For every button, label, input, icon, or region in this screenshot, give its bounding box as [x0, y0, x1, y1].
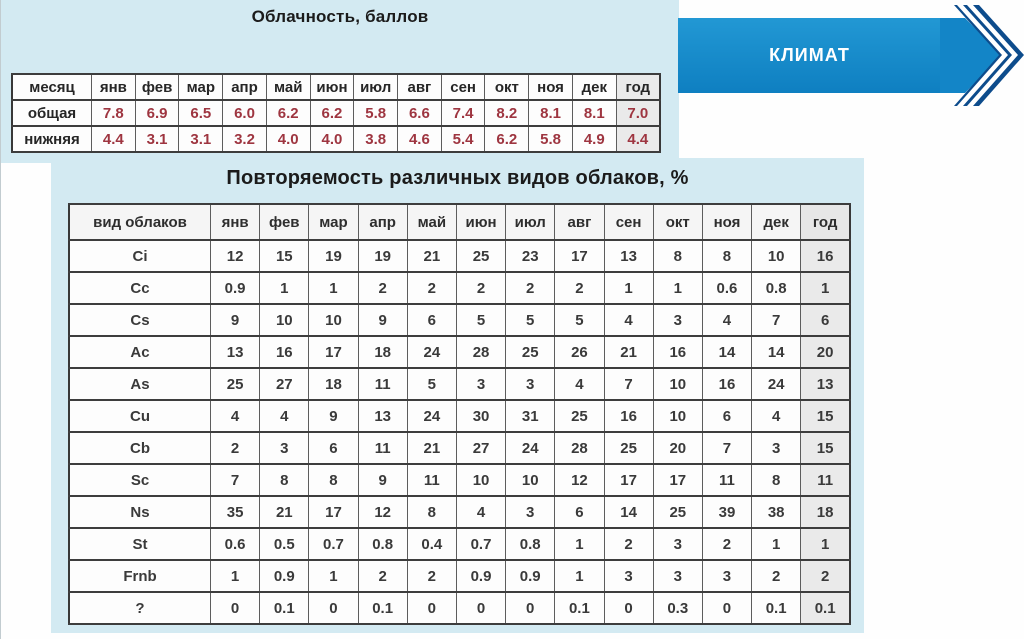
value-cell: 5	[456, 304, 505, 336]
value-cell: 5	[555, 304, 604, 336]
row-label-cell: общая	[12, 100, 92, 126]
month-header-cell: мар	[309, 204, 358, 240]
value-cell: 13	[801, 368, 850, 400]
value-cell: 21	[407, 240, 456, 272]
value-cell: 5	[407, 368, 456, 400]
value-cell: 0.7	[309, 528, 358, 560]
value-cell: 4	[456, 496, 505, 528]
month-header-cell: дек	[752, 204, 801, 240]
value-cell: 6.2	[485, 126, 529, 152]
month-header-cell: авг	[398, 74, 442, 100]
value-cell: 7	[211, 464, 260, 496]
month-header-cell: мар	[179, 74, 223, 100]
value-cell: 25	[506, 336, 555, 368]
value-cell: 0.7	[456, 528, 505, 560]
value-cell: 12	[211, 240, 260, 272]
value-cell: 6.9	[135, 100, 179, 126]
table-row	[69, 464, 850, 496]
row-label-cell: Cc	[69, 272, 211, 304]
table-row	[69, 560, 850, 592]
value-cell: 4.4	[616, 126, 660, 152]
value-cell: 0	[604, 592, 653, 624]
value-cell: 16	[604, 400, 653, 432]
value-cell: 21	[604, 336, 653, 368]
value-cell: 11	[407, 464, 456, 496]
value-cell: 17	[309, 336, 358, 368]
month-header-cell: фев	[135, 74, 179, 100]
row-label-cell: As	[69, 368, 211, 400]
value-cell: 16	[653, 336, 702, 368]
value-cell: 0	[456, 592, 505, 624]
value-cell: 15	[801, 400, 850, 432]
row-label-cell: Ci	[69, 240, 211, 272]
value-cell: 25	[604, 432, 653, 464]
value-cell: 0.9	[260, 560, 309, 592]
value-cell: 5.4	[441, 126, 485, 152]
value-cell: 0	[702, 592, 751, 624]
table-row	[69, 272, 850, 304]
value-cell: 6	[801, 304, 850, 336]
month-header-cell: окт	[485, 74, 529, 100]
value-cell: 8	[702, 240, 751, 272]
value-cell: 23	[506, 240, 555, 272]
value-cell: 25	[211, 368, 260, 400]
value-cell: 0.1	[260, 592, 309, 624]
month-header-cell: окт	[653, 204, 702, 240]
month-header-cell: июн	[310, 74, 354, 100]
month-header-cell: дек	[572, 74, 616, 100]
value-cell: 1	[555, 560, 604, 592]
table-row	[69, 528, 850, 560]
cloud-types-panel	[51, 158, 864, 633]
value-cell: 0.9	[456, 560, 505, 592]
value-cell: 1	[653, 272, 702, 304]
value-cell: 2	[752, 560, 801, 592]
table-row	[69, 496, 850, 528]
value-cell: 0.1	[752, 592, 801, 624]
value-cell: 7	[604, 368, 653, 400]
value-cell: 9	[358, 464, 407, 496]
value-cell: 5.8	[354, 100, 398, 126]
value-cell: 21	[407, 432, 456, 464]
value-cell: 16	[260, 336, 309, 368]
value-cell: 1	[260, 272, 309, 304]
value-cell: 19	[358, 240, 407, 272]
month-header-cell: янв	[92, 74, 136, 100]
value-cell: 6.0	[223, 100, 267, 126]
header-row	[69, 204, 850, 240]
value-cell: 0.5	[260, 528, 309, 560]
cloud-types-title: Повторяемость различных видов облаков, %	[226, 167, 689, 189]
value-cell: 17	[555, 240, 604, 272]
table-row	[69, 336, 850, 368]
month-header-cell: сен	[604, 204, 653, 240]
value-cell: 1	[752, 528, 801, 560]
value-cell: 2	[506, 272, 555, 304]
value-cell: 7.8	[92, 100, 136, 126]
month-header-cell: янв	[211, 204, 260, 240]
value-cell: 28	[456, 336, 505, 368]
value-cell: 0	[407, 592, 456, 624]
value-cell: 6.5	[179, 100, 223, 126]
table-row	[12, 100, 660, 126]
value-cell: 26	[555, 336, 604, 368]
value-cell: 5.8	[529, 126, 573, 152]
value-cell: 4.0	[310, 126, 354, 152]
value-cell: 2	[555, 272, 604, 304]
value-cell: 4	[752, 400, 801, 432]
value-cell: 2	[211, 432, 260, 464]
value-cell: 2	[456, 272, 505, 304]
month-header-cell: фев	[260, 204, 309, 240]
value-cell: 12	[358, 496, 407, 528]
month-header-cell: ноя	[702, 204, 751, 240]
row-label-cell: St	[69, 528, 211, 560]
value-cell: 38	[752, 496, 801, 528]
cloudiness-title: Облачность, баллов	[251, 7, 429, 26]
value-cell: 16	[801, 240, 850, 272]
value-cell: 17	[604, 464, 653, 496]
value-cell: 28	[555, 432, 604, 464]
value-cell: 6	[407, 304, 456, 336]
value-cell: 18	[358, 336, 407, 368]
value-cell: 6.6	[398, 100, 442, 126]
value-cell: 3	[506, 496, 555, 528]
value-cell: 7	[702, 432, 751, 464]
climate-banner-button[interactable]	[678, 18, 941, 93]
value-cell: 1	[211, 560, 260, 592]
value-cell: 11	[358, 432, 407, 464]
value-cell: 13	[604, 240, 653, 272]
value-cell: 14	[752, 336, 801, 368]
value-cell: 8.1	[529, 100, 573, 126]
value-cell: 15	[260, 240, 309, 272]
table-row	[69, 592, 850, 624]
value-cell: 4.9	[572, 126, 616, 152]
value-cell: 5	[506, 304, 555, 336]
climate-banner-label: КЛИМАТ	[769, 45, 850, 65]
month-header-cell: июн	[456, 204, 505, 240]
value-cell: 20	[801, 336, 850, 368]
value-cell: 8	[407, 496, 456, 528]
value-cell: 0.1	[801, 592, 850, 624]
value-cell: 30	[456, 400, 505, 432]
row-label-cell: Cs	[69, 304, 211, 336]
value-cell: 3.1	[135, 126, 179, 152]
month-header-cell: июл	[354, 74, 398, 100]
month-header-cell: май	[407, 204, 456, 240]
value-cell: 1	[801, 528, 850, 560]
value-cell: 0	[506, 592, 555, 624]
value-cell: 10	[260, 304, 309, 336]
value-cell: 4	[604, 304, 653, 336]
value-cell: 2	[358, 272, 407, 304]
value-cell: 3	[752, 432, 801, 464]
value-cell: 0	[309, 592, 358, 624]
value-cell: 18	[801, 496, 850, 528]
value-cell: 16	[702, 368, 751, 400]
value-cell: 4	[555, 368, 604, 400]
value-cell: 3	[653, 528, 702, 560]
value-cell: 10	[506, 464, 555, 496]
month-header-cell: авг	[555, 204, 604, 240]
month-header-cell: ноя	[529, 74, 573, 100]
value-cell: 0.1	[555, 592, 604, 624]
value-cell: 1	[555, 528, 604, 560]
value-cell: 4.6	[398, 126, 442, 152]
value-cell: 12	[555, 464, 604, 496]
value-cell: 7.4	[441, 100, 485, 126]
value-cell: 6.2	[266, 100, 310, 126]
value-cell: 0.9	[211, 272, 260, 304]
value-cell: 20	[653, 432, 702, 464]
value-cell: 1	[309, 272, 358, 304]
value-cell: 0.4	[407, 528, 456, 560]
value-cell: 0.6	[702, 272, 751, 304]
value-cell: 0	[211, 592, 260, 624]
table-row	[69, 240, 850, 272]
value-cell: 39	[702, 496, 751, 528]
value-cell: 1	[604, 272, 653, 304]
value-cell: 2	[358, 560, 407, 592]
month-header-cell: июл	[506, 204, 555, 240]
value-cell: 14	[604, 496, 653, 528]
value-cell: 3	[506, 368, 555, 400]
value-cell: 24	[407, 336, 456, 368]
value-cell: 7	[752, 304, 801, 336]
value-cell: 4.0	[266, 126, 310, 152]
value-cell: 17	[309, 496, 358, 528]
value-cell: 4	[211, 400, 260, 432]
cloudiness-table	[11, 73, 661, 153]
value-cell: 17	[653, 464, 702, 496]
value-cell: 24	[506, 432, 555, 464]
value-cell: 10	[653, 400, 702, 432]
value-cell: 1	[801, 272, 850, 304]
value-cell: 18	[309, 368, 358, 400]
row-label-cell: Sc	[69, 464, 211, 496]
table-row	[69, 368, 850, 400]
value-cell: 8	[309, 464, 358, 496]
value-cell: 6	[555, 496, 604, 528]
value-cell: 1	[309, 560, 358, 592]
month-header-cell: год	[801, 204, 850, 240]
value-cell: 0.3	[653, 592, 702, 624]
value-cell: 4	[702, 304, 751, 336]
value-cell: 0.9	[506, 560, 555, 592]
value-cell: 2	[407, 272, 456, 304]
value-cell: 6.2	[310, 100, 354, 126]
value-cell: 2	[604, 528, 653, 560]
row-label-cell: нижняя	[12, 126, 92, 152]
row-label-cell: Ns	[69, 496, 211, 528]
value-cell: 9	[211, 304, 260, 336]
table-row	[69, 304, 850, 336]
value-cell: 0.8	[506, 528, 555, 560]
value-cell: 3	[653, 560, 702, 592]
value-cell: 6	[702, 400, 751, 432]
value-cell: 25	[555, 400, 604, 432]
month-header-cell: год	[616, 74, 660, 100]
value-cell: 35	[211, 496, 260, 528]
table-row	[69, 400, 850, 432]
value-cell: 10	[309, 304, 358, 336]
header-row	[12, 74, 660, 100]
value-cell: 11	[358, 368, 407, 400]
corner-header-cell: месяц	[12, 74, 92, 100]
value-cell: 2	[407, 560, 456, 592]
value-cell: 25	[653, 496, 702, 528]
value-cell: 24	[407, 400, 456, 432]
chevron-right-icon	[940, 5, 1024, 106]
corner-header-cell: вид облаков	[69, 204, 211, 240]
row-label-cell: ?	[69, 592, 211, 624]
value-cell: 2	[801, 560, 850, 592]
value-cell: 10	[456, 464, 505, 496]
month-header-cell: апр	[223, 74, 267, 100]
value-cell: 7.0	[616, 100, 660, 126]
value-cell: 0.6	[211, 528, 260, 560]
value-cell: 14	[702, 336, 751, 368]
value-cell: 3	[653, 304, 702, 336]
month-header-cell: апр	[358, 204, 407, 240]
value-cell: 9	[358, 304, 407, 336]
value-cell: 3.2	[223, 126, 267, 152]
month-header-cell: май	[266, 74, 310, 100]
row-label-cell: Cb	[69, 432, 211, 464]
value-cell: 0.1	[358, 592, 407, 624]
value-cell: 2	[702, 528, 751, 560]
value-cell: 11	[801, 464, 850, 496]
value-cell: 8	[752, 464, 801, 496]
value-cell: 4	[260, 400, 309, 432]
row-label-cell: Cu	[69, 400, 211, 432]
value-cell: 8	[260, 464, 309, 496]
value-cell: 3	[702, 560, 751, 592]
value-cell: 4.4	[92, 126, 136, 152]
value-cell: 0.8	[752, 272, 801, 304]
cloudiness-panel	[1, 0, 679, 163]
value-cell: 25	[456, 240, 505, 272]
value-cell: 27	[456, 432, 505, 464]
value-cell: 0.8	[358, 528, 407, 560]
value-cell: 8	[653, 240, 702, 272]
value-cell: 6	[309, 432, 358, 464]
value-cell: 3	[456, 368, 505, 400]
row-label-cell: Frnb	[69, 560, 211, 592]
value-cell: 21	[260, 496, 309, 528]
value-cell: 3.1	[179, 126, 223, 152]
value-cell: 3.8	[354, 126, 398, 152]
value-cell: 8.1	[572, 100, 616, 126]
table-row	[69, 432, 850, 464]
cloud-types-table	[68, 203, 851, 625]
value-cell: 9	[309, 400, 358, 432]
month-header-cell: сен	[441, 74, 485, 100]
value-cell: 27	[260, 368, 309, 400]
value-cell: 10	[752, 240, 801, 272]
value-cell: 15	[801, 432, 850, 464]
value-cell: 13	[211, 336, 260, 368]
value-cell: 31	[506, 400, 555, 432]
value-cell: 11	[702, 464, 751, 496]
value-cell: 3	[604, 560, 653, 592]
value-cell: 8.2	[485, 100, 529, 126]
value-cell: 10	[653, 368, 702, 400]
value-cell: 3	[260, 432, 309, 464]
value-cell: 13	[358, 400, 407, 432]
table-row	[12, 126, 660, 152]
value-cell: 19	[309, 240, 358, 272]
row-label-cell: Ac	[69, 336, 211, 368]
value-cell: 24	[752, 368, 801, 400]
